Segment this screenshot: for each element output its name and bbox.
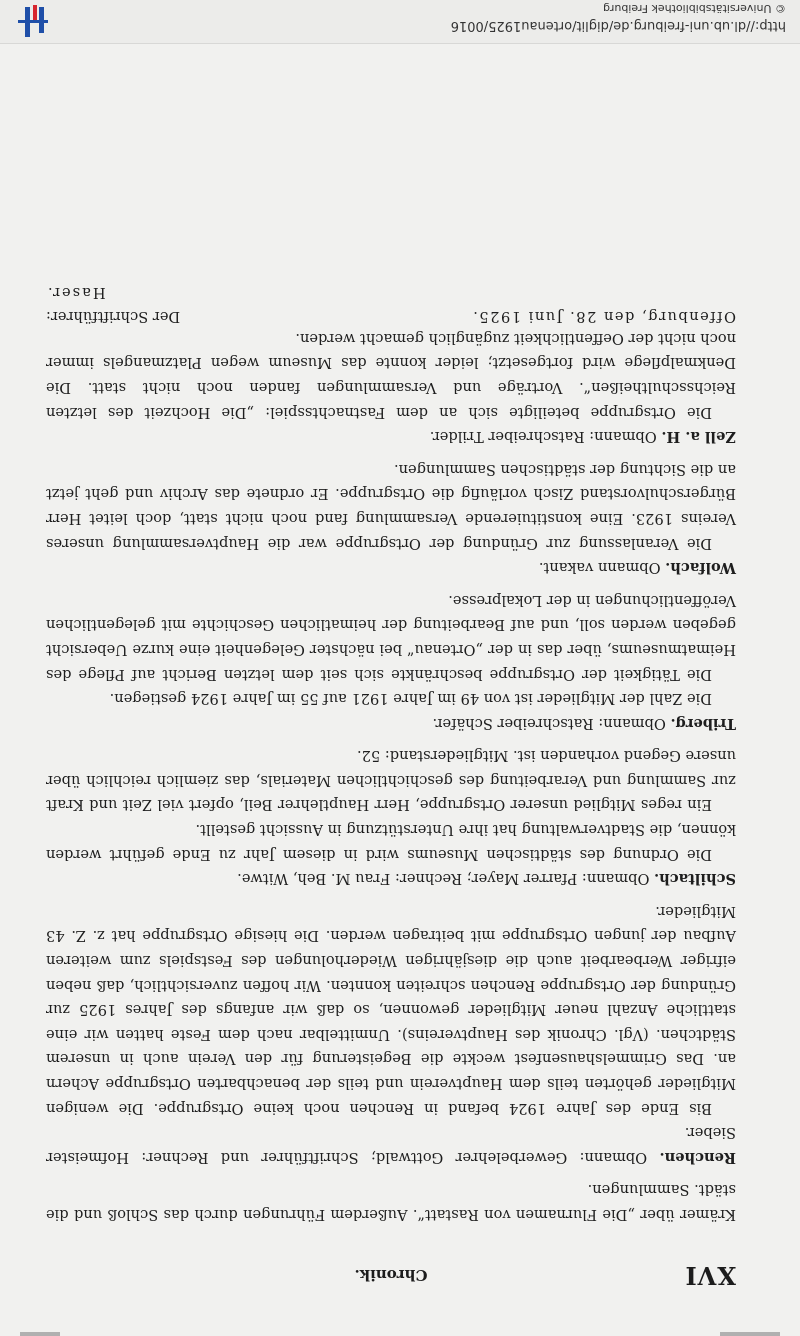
chronicle-text <box>46 325 736 1226</box>
section-triberg-text: Die Tätigkeit der Ortsgruppe beschränkte sich seit dem letzten Bericht auf Pflege des Heimatmuseums, über das in der „Ortenau“ bei nächster Gelegenheit eine kurze Uebersicht gegeben werden soll, und auf Bearbeitung der heimatlichen Geschichte mit gelegentlichen Veröffentlichungen in der Lokalpresse. <box>46 591 736 683</box>
signature-date: Offenburg, den 28. Juni 1925. <box>471 308 736 325</box>
officers-line: Obmann: Ratschreiber Schäfer. <box>432 714 666 732</box>
ub-freiburg-logo-icon <box>14 3 50 39</box>
scanned-page <box>0 44 800 1336</box>
place-name: Wolfach. <box>665 559 736 577</box>
officers-line: Obmann: Pfarrer Mayer; Rechner: Frau M. Beh, Witwe. <box>237 870 650 888</box>
section-schiltach-text: Die Ordnung des städtischen Museums wird in diesem Jahr zu Ende geführt werden können, die Stadtverwaltung hat ihre Unterstützung in Aussicht gestellt. <box>46 821 736 863</box>
officers-line: Obmann vakant. <box>538 559 661 577</box>
running-head: Chronik. <box>354 1266 428 1284</box>
section-renchen-text: Bis Ende des Jahre 1924 befand in Renchen noch keine Ortsgruppe. Die wenigen Mitglieder gehörten teils dem Hauptverein und teils der benachbarten Ortsgruppe Achern an. Das Grimmelshausenfest weckte die Begeisterung für den Verein auch in unserem Städtchen. (Vgl. Chronik des Hauptvereins). Unmittelbar nach dem Feste hatten wir eine stattliche Anzahl neuer Mitglieder gewonnen, so daß wir anfangs des Jahres 1925 zur Gründung der Ortsgruppe Renchen schreiten konnten. Wir hoffen zuversichtlich, daß neben eifriger Werbearbeit auch die diesjährigen Wiederholungen des Festspiels zum weiteren Aufbau der jungen Ortsgruppe mit beitragen werden. Die hiesige Ortsgruppe hat z. Z. 43 Mitglieder. <box>46 902 736 1117</box>
officers-line: Obmann: Gewerbelehrer Gottwald; Schriftführer und Rechner: Hofmeister Sieber. <box>45 1124 736 1166</box>
section-zell-text: Die Ortsgruppe beteiligte sich an dem Fastnachtsspiel: „Die Hochzeit des letzten Reichsschultheißen“. Vorträge und Versammlungen fanden noch nicht statt. Die Denkmalpflege wird fortgesetzt; leider konnte das Museum wegen Platzmangels immer noch nicht der Oeffentlichkeit zugänglich gemacht werden. <box>46 329 736 421</box>
place-name: Zell a. H. <box>661 428 736 446</box>
place-name: Triberg. <box>670 714 736 732</box>
copyright-notice: © Universitätsbibliothek Freiburg <box>603 2 786 15</box>
intro-paragraph: Krämer über „Die Flurnamen von Rastatt“. Außerdem Führungen durch das Schloß und die städt. Sammlungen. <box>46 1181 736 1223</box>
place-name: Renchen. <box>659 1148 736 1166</box>
signature-role: Der Schriftführer: <box>46 308 181 325</box>
signature-name: Haser. <box>46 284 106 301</box>
section-wolfach-text: Die Veranlassung zur Gründung der Ortsgruppe war die Hauptversammlung unseres Vereins 1923. Eine konstituierende Versammlung fand noch nicht statt, doch leitet Herr Bürgerschulvorstand Zisch vorläufig die Ortsgruppe. Er ordnete das Archiv und geht jetzt an die Sichtung der städtischen Sammlungen. <box>46 460 736 552</box>
place-name: Schiltach. <box>654 870 736 888</box>
officers-line: Obmann: Ratschreiber Trilder. <box>429 428 657 446</box>
section-triberg-heading <box>46 710 736 735</box>
signature-block <box>46 268 736 328</box>
section-renchen-heading <box>46 1120 736 1169</box>
page-number: XVI <box>684 1261 736 1290</box>
section-schiltach-heading <box>46 866 736 891</box>
viewer-footer <box>0 0 800 44</box>
source-url[interactable]: http://dl.ub.uni-freiburg.de/diglit/ortenau1925/0016 <box>450 18 786 33</box>
page-edge-mark <box>720 1332 780 1336</box>
section-zell-heading <box>46 424 736 449</box>
section-schiltach-text: Ein reges Mitglied unserer Ortsgruppe, Herr Hauptlehrer Beil, opfert viel Zeit und Kraft zur Sammlung und Verarbeitung des geschichtlichen Materials, das ziemlich reichlich über unsere Gegend vorhanden ist. Mitgliederstand: 52. <box>46 747 736 814</box>
section-triberg-text: Die Zahl der Mitglieder ist von 49 im Jahre 1921 auf 55 im Jahre 1924 gestiegen. <box>109 690 712 708</box>
page-edge-mark <box>20 1332 60 1336</box>
section-wolfach-heading <box>46 555 736 580</box>
page-header <box>46 1260 736 1290</box>
